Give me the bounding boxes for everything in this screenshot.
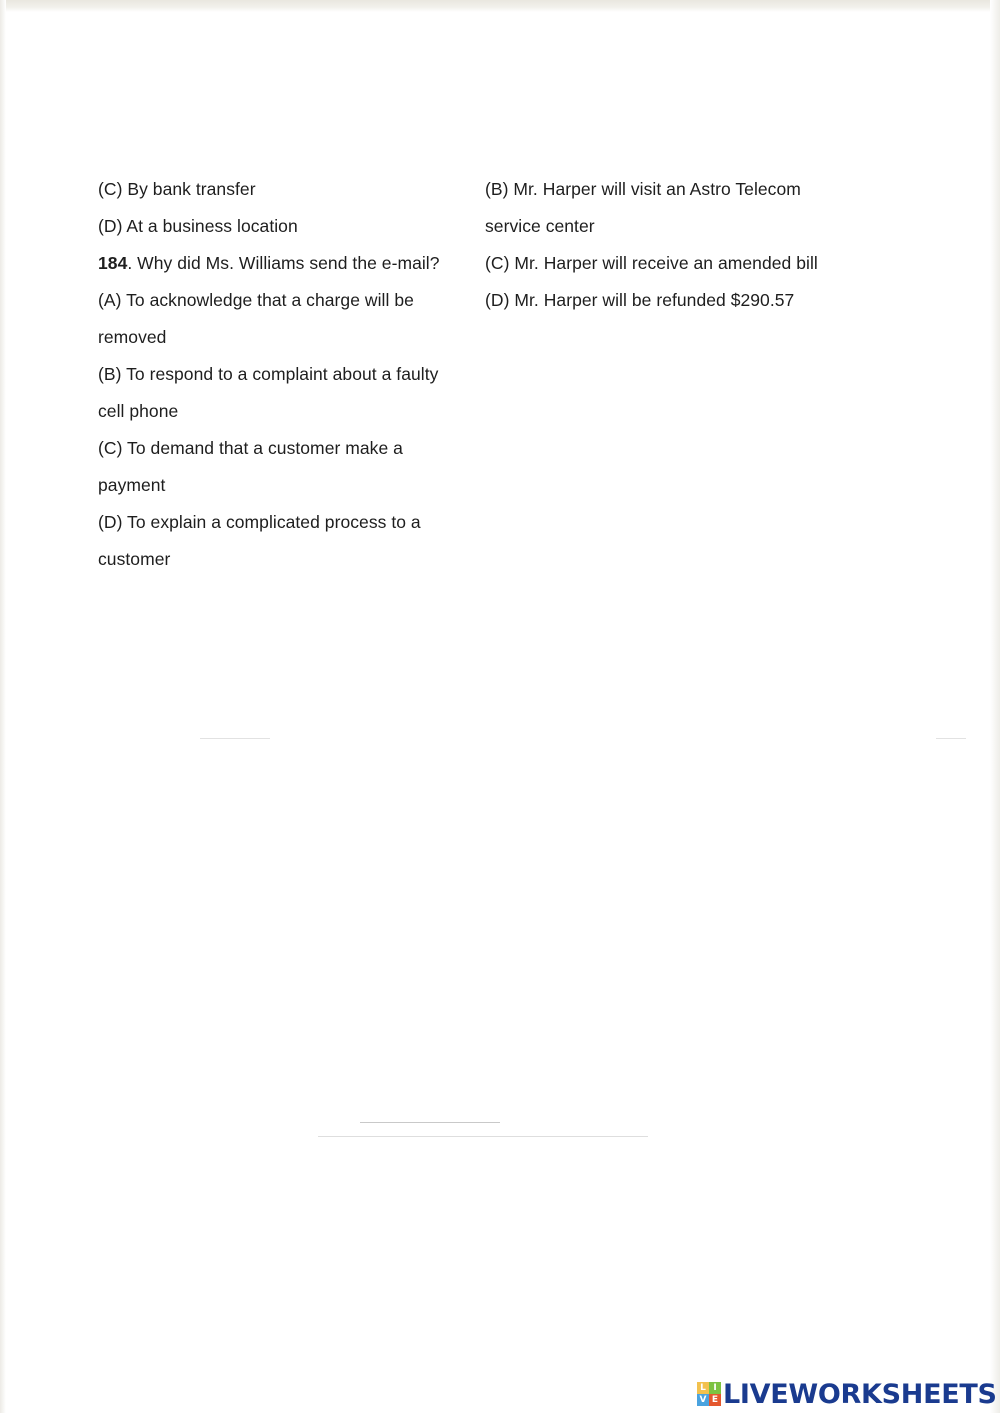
scan-left-edge (0, 0, 6, 1413)
option-b-line-1: (B) To respond to a complaint about a faulty (98, 364, 439, 384)
logo-mark-icon: L I V E (697, 1382, 721, 1406)
scan-speck (200, 738, 270, 739)
liveworksheets-logo (697, 1377, 997, 1411)
question-text: . Why did Ms. Williams send the e-mail? (127, 253, 440, 273)
scan-speck (318, 1136, 648, 1137)
option-b-line-2: cell phone (98, 401, 179, 421)
left-column (98, 171, 468, 578)
scan-top-edge (0, 0, 1000, 12)
option-c-amended-bill: (C) Mr. Harper will receive an amended bill (485, 253, 818, 273)
option-c-bank-transfer: (C) By bank transfer (98, 179, 256, 199)
option-a-line-1: (A) To acknowledge that a charge will be (98, 290, 414, 310)
option-d-business-location: (D) At a business location (98, 216, 298, 236)
option-a-line-2: removed (98, 327, 167, 347)
option-d-line-1: (D) To explain a complicated process to a (98, 512, 421, 532)
option-d-line-2: customer (98, 549, 171, 569)
scan-speck (360, 1122, 500, 1123)
logo-text: LIVEWORKSHEETS (723, 1378, 997, 1410)
option-b-line-2: service center (485, 216, 595, 236)
option-c-line-1: (C) To demand that a customer make a (98, 438, 403, 458)
option-b-line-1: (B) Mr. Harper will visit an Astro Telecom (485, 179, 801, 199)
option-d-refund: (D) Mr. Harper will be refunded $290.57 (485, 290, 795, 310)
question-number: 184 (98, 253, 128, 273)
right-column (485, 171, 845, 319)
scan-speck (936, 738, 966, 739)
option-c-line-2: payment (98, 475, 166, 495)
question-184 (98, 245, 468, 282)
scan-right-edge (990, 0, 1000, 1413)
